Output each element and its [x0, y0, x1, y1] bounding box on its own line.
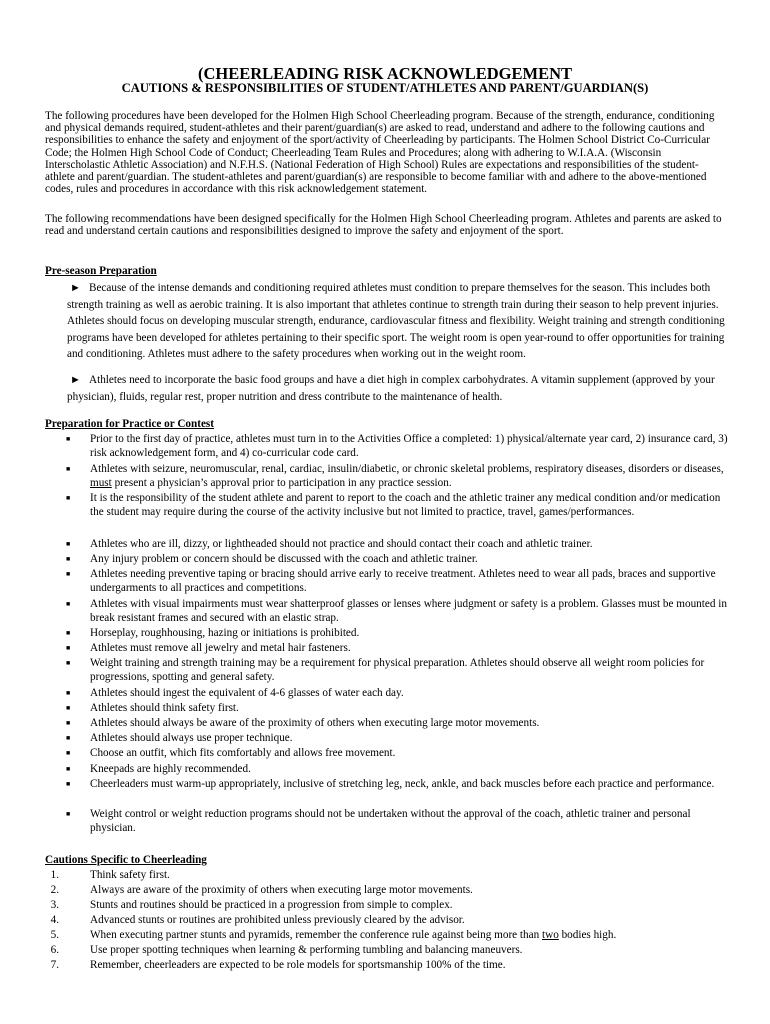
practice-item: Prior to the first day of practice, athletes must turn in to the Activities Office a completed: 1) physical/alternate year card, 2) insurance card, 3) risk acknowledgement form, and 4) co-curricular code card. [90, 433, 728, 460]
practice-item-emphasis: must [90, 477, 112, 490]
triangle-bullet-icon: ► [70, 282, 81, 294]
list-number: 5. [50, 929, 59, 941]
practice-item: Athletes who are ill, dizzy, or lightheaded should not practice and should contact their coach and athletic trainer. [90, 538, 593, 550]
intro-paragraph-2: The following recommendations have been designed specifically for the Holmen High School Cheerleading program. Athletes and parents are asked to read and understand certain cautions and responsibilities designed to improve the safety and enjoyment of the sport. [45, 213, 722, 238]
practice-item: Athletes should ingest the equivalent of 4-6 glasses of water each day. [90, 687, 404, 699]
list-number: 4. [50, 914, 59, 926]
square-bullet-icon: ■ [66, 629, 71, 637]
square-bullet-icon: ■ [66, 644, 71, 652]
list-number: 6. [50, 944, 59, 956]
list-number: 1. [50, 869, 59, 881]
caution-item: Use proper spotting techniques when learning & performing tumbling and balancing maneuvers. [90, 944, 523, 956]
practice-item: Weight control or weight reduction programs should not be undertaken without the approval of the coach, athletic trainer and personal physician. [90, 808, 691, 835]
caution-item [90, 928, 728, 942]
practice-item: Horseplay, roughhousing, hazing or initiations is prohibited. [90, 627, 360, 639]
practice-item: Athletes must remove all jewelry and metal hair fasteners. [90, 642, 351, 654]
preseason-item [67, 280, 727, 363]
caution-item: Think safety first. [90, 869, 170, 881]
preseason-item [67, 372, 727, 405]
square-bullet-icon: ■ [66, 465, 71, 473]
practice-item: Choose an outfit, which fits comfortably and allows free movement. [90, 747, 396, 759]
caution-item-text: When executing partner stunts and pyramids, remember the conference rule against being more than [90, 929, 540, 941]
square-bullet-icon: ■ [66, 780, 71, 788]
square-bullet-icon: ■ [66, 555, 71, 563]
square-bullet-icon: ■ [66, 810, 71, 818]
list-number: 2. [50, 884, 59, 896]
document-subtitle: CAUTIONS & RESPONSIBILITIES OF STUDENT/ATHLETES AND PARENT/GUARDIAN(S) [121, 81, 649, 95]
list-number: 7. [50, 959, 59, 971]
list-number: 3. [50, 899, 59, 911]
intro-paragraph-1: The following procedures have been developed for the Holmen High School Cheerleading program. Because of the strength, endurance, conditioning and physical demands required, student-athletes and their parent/guardian(s) are asked to read, understand and adhere to the following cautions and responsibilities to enhance the safety and enjoyment of the sport/activity of Cheerleading by participants. The Holmen School District Co-Curricular Code; the Holmen High School Code of Conduct; Cheerleading Team Rules and Procedures; along with adhering to W.I.A.A. (Wisconsin Interscholastic Athletic Association) and N.F.H.S. (National Federation of High School) Rules are expectations and responsibilities of the student-athlete and parent/guardian. The student-athletes and parent/guardian(s) are responsible to become familiar with and adhere to the above-mentioned codes, rules and procedures in accordance with this risk acknowledgement statement. [45, 110, 715, 196]
cautions-heading: Cautions Specific to Cheerleading [45, 854, 207, 866]
practice-item: Any injury problem or concern should be discussed with the coach and athletic trainer. [90, 553, 478, 565]
preseason-heading: Pre-season Preparation [45, 265, 157, 277]
square-bullet-icon: ■ [66, 719, 71, 727]
square-bullet-icon: ■ [66, 570, 71, 578]
practice-heading: Preparation for Practice or Contest [45, 418, 215, 430]
square-bullet-icon: ■ [66, 494, 71, 502]
practice-item-text: Athletes with seizure, neuromuscular, renal, cardiac, insulin/diabetic, or chronic skeletal problems, respiratory diseases, disorders or diseases, [90, 463, 724, 475]
caution-item: Advanced stunts or routines are prohibited unless previously cleared by the advisor. [90, 914, 465, 926]
square-bullet-icon: ■ [66, 704, 71, 712]
square-bullet-icon: ■ [66, 689, 71, 697]
practice-item: Athletes with visual impairments must wear shatterproof glasses or lenses where judgment or safety is a problem. Glasses must be mounted in break resistant frames and secured with an elastic strap. [90, 598, 727, 625]
square-bullet-icon: ■ [66, 600, 71, 608]
practice-item: Weight training and strength training may be a requirement for physical preparation. Athletes should observe all weight room policies for progressions, spotting and general safety. [90, 657, 705, 684]
square-bullet-icon: ■ [66, 540, 71, 548]
square-bullet-icon: ■ [66, 749, 71, 757]
square-bullet-icon: ■ [66, 435, 71, 443]
square-bullet-icon: ■ [66, 765, 71, 773]
practice-item [90, 462, 728, 491]
practice-item: Athletes should think safety first. [90, 702, 239, 714]
practice-item-text-rest: present a physician’s approval prior to participation in any practice session. [114, 477, 452, 490]
square-bullet-icon: ■ [66, 659, 71, 667]
practice-item: Athletes should always be aware of the proximity of others when executing large motor movements. [90, 717, 540, 729]
practice-item: Athletes should always use proper technique. [90, 732, 293, 744]
caution-item: Remember, cheerleaders are expected to be role models for sportsmanship 100% of the time. [90, 959, 506, 971]
triangle-bullet-icon: ► [70, 374, 81, 386]
practice-item: It is the responsibility of the student athlete and parent to report to the coach and the athletic trainer any medical condition and/or medication the student may require during the course of the activity inclusive but not limited to practice, travel, games/performances. [90, 492, 721, 519]
square-bullet-icon: ■ [66, 734, 71, 742]
preseason-item-text: Athletes need to incorporate the basic food groups and have a diet high in complex carbohydrates. A vitamin supplement (approved by your physician), fluids, regular rest, proper nutrition and dress contribute to the maintenance of health. [67, 374, 715, 403]
practice-item: Athletes needing preventive taping or bracing should arrive early to receive treatment. Athletes need to wear all pads, braces and supportive undergarments to all practices and competitions. [90, 568, 716, 595]
document-title: (CHEERLEADING RISK ACKNOWLEDGEMENT [197, 64, 573, 83]
caution-item-text-rest: bodies high. [561, 929, 617, 941]
caution-item: Stunts and routines should be practiced in a progression from simple to complex. [90, 899, 453, 911]
practice-item: Cheerleaders must warm-up appropriately, inclusive of stretching leg, neck, ankle, and back muscles before each practice and performance. [90, 778, 715, 790]
caution-item-emphasis: two [542, 929, 559, 941]
practice-item: Kneepads are highly recommended. [90, 763, 251, 775]
caution-item: Always are aware of the proximity of others when executing large motor movements. [90, 884, 473, 896]
preseason-item-text: Because of the intense demands and conditioning required athletes must condition to prepare themselves for the season. This includes both strength training as well as aerobic training. It is also important that athletes continue to strength train during their season to help prevent injuries. Athletes should focus on developing muscular strength, endurance, cardiovascular fitness and flexibility. Weight training and strength conditioning programs have been developed for athletes pertaining to their specific sport. The weight room is open year-round to offer opportunities for training and conditioning. Athletes must adhere to the safety procedures when working out in the weight room. [67, 282, 725, 361]
